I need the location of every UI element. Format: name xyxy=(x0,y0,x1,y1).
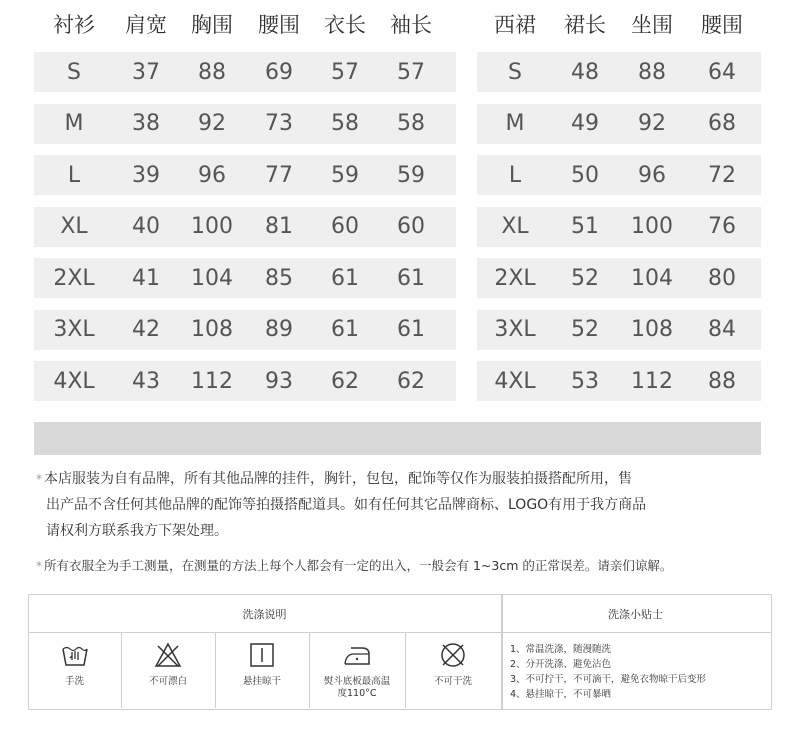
value-cell: 60 xyxy=(397,214,425,239)
size-cell: 2XL xyxy=(494,265,536,291)
value-cell: 52 xyxy=(571,317,599,342)
table-row xyxy=(477,104,761,144)
value-cell: 108 xyxy=(631,317,673,342)
table-row xyxy=(477,361,761,401)
brand-note xyxy=(36,466,766,544)
skirt-header-hip: 坐围 xyxy=(631,13,673,37)
divider-bar xyxy=(34,422,761,455)
size-cell: S xyxy=(67,59,81,85)
table-row xyxy=(34,104,456,144)
value-cell: 81 xyxy=(265,214,293,239)
size-cell: 3XL xyxy=(53,317,95,342)
care-item-hand-wash xyxy=(28,632,122,708)
hang-dry-icon xyxy=(247,640,277,670)
note-line xyxy=(36,466,766,492)
table-row xyxy=(477,310,761,350)
value-cell: 112 xyxy=(631,368,673,394)
value-cell: 50 xyxy=(571,162,599,188)
value-cell: 108 xyxy=(191,317,233,342)
value-cell: 60 xyxy=(331,214,359,239)
size-cell: M xyxy=(505,111,525,136)
note-text: 本店服装为自有品牌，所有其他品牌的挂件，胸针，包包，配饰等仅作为服装拍摄搭配所用，售 xyxy=(44,471,632,487)
skirt-header-length: 裙长 xyxy=(564,13,606,37)
note-text: 出产品不含任何其他品牌的配饰等拍摄搭配道具。如有任何其它品牌商标、LOGO有用于我方商品 xyxy=(46,497,647,513)
value-cell: 64 xyxy=(708,59,736,85)
skirt-size-table xyxy=(477,52,761,413)
asterisk: * xyxy=(36,559,42,573)
skirt-header-waist: 腰围 xyxy=(701,13,743,37)
shirt-header-length: 衣长 xyxy=(324,13,366,37)
table-row xyxy=(34,258,456,298)
care-item-label: 手洗 xyxy=(64,676,84,687)
value-cell: 104 xyxy=(191,265,233,291)
table-row xyxy=(34,310,456,350)
iron-icon xyxy=(342,640,372,670)
table-row xyxy=(34,155,456,195)
shirt-header-size: 衬衫 xyxy=(53,13,95,37)
value-cell: 80 xyxy=(708,265,736,291)
table-row xyxy=(477,52,761,92)
value-cell: 61 xyxy=(331,317,359,342)
shirt-header xyxy=(34,8,456,40)
size-cell: M xyxy=(64,111,84,136)
shirt-header-waist: 腰围 xyxy=(258,13,300,37)
value-cell: 76 xyxy=(708,214,736,239)
care-item-label: 熨斗底板最高温度110°C xyxy=(323,676,391,699)
value-cell: 92 xyxy=(638,111,666,136)
table-row xyxy=(34,52,456,92)
size-cell: XL xyxy=(501,214,529,239)
value-cell: 59 xyxy=(331,162,359,188)
care-item-label: 不可漂白 xyxy=(148,676,187,687)
wash-tips-title: 洗涤小贴士 xyxy=(608,608,663,621)
value-cell: 88 xyxy=(638,59,666,85)
shirt-header-sleeve: 袖长 xyxy=(390,13,432,37)
value-cell: 69 xyxy=(265,59,293,85)
note-line xyxy=(36,518,766,544)
shirt-header-shoulder: 肩宽 xyxy=(125,13,167,37)
value-cell: 57 xyxy=(331,59,359,85)
value-cell: 57 xyxy=(397,59,425,85)
note-text: 所有衣服全为手工测量，在测量的方法上每个人都会有一定的出入，一般会有 1~3cm 的正常误差。请亲们谅解。 xyxy=(44,558,673,573)
value-cell: 62 xyxy=(331,368,359,394)
value-cell: 58 xyxy=(397,111,425,136)
skirt-header xyxy=(477,8,761,40)
value-cell: 85 xyxy=(265,265,293,291)
size-cell: 4XL xyxy=(494,368,536,394)
value-cell: 104 xyxy=(631,265,673,291)
skirt-header-size: 西裙 xyxy=(494,13,536,37)
value-cell: 40 xyxy=(132,214,160,239)
value-cell: 59 xyxy=(397,162,425,188)
value-cell: 89 xyxy=(265,317,293,342)
value-cell: 96 xyxy=(638,162,666,188)
note-text: 请权利方联系我方下架处理。 xyxy=(46,523,228,539)
no-bleach-icon xyxy=(153,640,183,670)
hand-wash-icon xyxy=(60,640,90,670)
list-item: 3、不可拧干，不可滴干，避免衣物晾干后变形 xyxy=(510,674,707,685)
value-cell: 72 xyxy=(708,162,736,188)
asterisk: * xyxy=(36,472,42,486)
measure-note xyxy=(36,553,766,579)
table-row xyxy=(477,258,761,298)
value-cell: 51 xyxy=(571,214,599,239)
no-dry-clean-icon xyxy=(438,640,468,670)
wash-instructions-title: 洗涤说明 xyxy=(242,608,287,621)
table-row xyxy=(477,155,761,195)
value-cell: 37 xyxy=(132,59,160,85)
value-cell: 61 xyxy=(331,265,359,291)
care-item-label: 悬挂晾干 xyxy=(242,676,281,687)
value-cell: 48 xyxy=(571,59,599,85)
value-cell: 84 xyxy=(708,317,736,342)
value-cell: 53 xyxy=(571,368,599,394)
size-cell: 2XL xyxy=(53,265,95,291)
size-cell: XL xyxy=(60,214,88,239)
value-cell: 92 xyxy=(198,111,226,136)
size-cell: L xyxy=(67,162,81,188)
shirt-size-table xyxy=(34,52,456,413)
value-cell: 58 xyxy=(331,111,359,136)
value-cell: 93 xyxy=(265,368,293,394)
value-cell: 100 xyxy=(191,214,233,239)
table-row xyxy=(477,207,761,247)
value-cell: 73 xyxy=(265,111,293,136)
value-cell: 39 xyxy=(132,162,160,188)
value-cell: 100 xyxy=(631,214,673,239)
size-cell: S xyxy=(508,59,522,85)
value-cell: 112 xyxy=(191,368,233,394)
value-cell: 49 xyxy=(571,111,599,136)
value-cell: 62 xyxy=(397,368,425,394)
value-cell: 52 xyxy=(571,265,599,291)
care-item-no-dry-clean xyxy=(405,632,501,708)
value-cell: 77 xyxy=(265,162,293,188)
table-row xyxy=(34,207,456,247)
wash-tips-list xyxy=(510,642,706,702)
table-row xyxy=(34,361,456,401)
value-cell: 42 xyxy=(132,317,160,342)
shirt-header-chest: 胸围 xyxy=(191,13,233,37)
value-cell: 96 xyxy=(198,162,226,188)
list-item: 4、悬挂晾干，不可暴晒 xyxy=(510,689,612,700)
value-cell: 43 xyxy=(132,368,160,394)
care-item-label: 不可干洗 xyxy=(433,676,472,687)
care-item-hang-dry xyxy=(215,632,310,708)
note-line xyxy=(36,492,766,518)
value-cell: 88 xyxy=(708,368,736,394)
list-item: 1、常温洗涤，随漫随洗 xyxy=(510,644,612,655)
size-cell: L xyxy=(508,162,522,188)
value-cell: 41 xyxy=(132,265,160,291)
value-cell: 61 xyxy=(397,317,425,342)
size-cell: 3XL xyxy=(494,317,536,342)
size-cell: 4XL xyxy=(53,368,95,394)
care-item-no-bleach xyxy=(121,632,216,708)
care-item-iron xyxy=(309,632,406,708)
value-cell: 38 xyxy=(132,111,160,136)
value-cell: 68 xyxy=(708,111,736,136)
list-item: 2、分开洗涤、避免沾色 xyxy=(510,659,612,670)
value-cell: 88 xyxy=(198,59,226,85)
value-cell: 61 xyxy=(397,265,425,291)
